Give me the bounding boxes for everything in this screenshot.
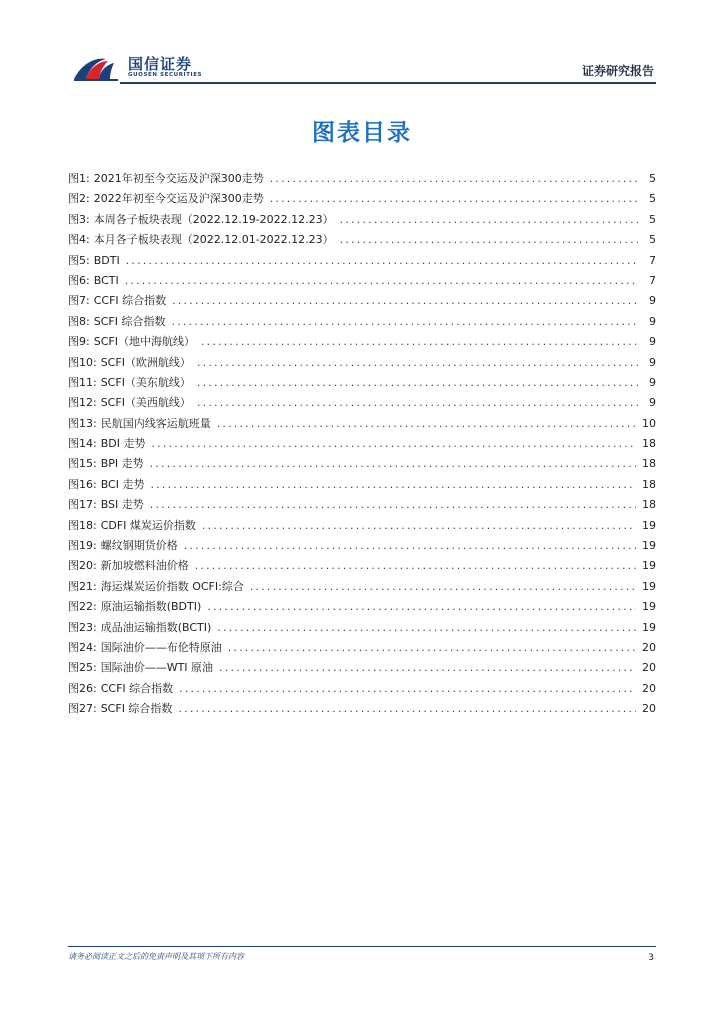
toc-figure-label: 图16: [68,477,97,491]
header-divider [120,82,656,84]
toc-leader-dots [150,478,636,491]
toc-entry[interactable] [68,700,656,720]
toc-figure-title: CCFI 综合指数 [100,681,174,695]
toc-figure-label: 图23: [68,620,97,634]
toc-figure-label: 图24: [68,640,97,654]
toc-page-number: 5 [649,172,656,185]
toc-figure-title: BDTI [93,253,120,267]
toc-figure-title: 国际油价——布伦特原油 [100,640,222,654]
toc-entry[interactable] [68,639,656,659]
toc-figure-label: 图25: [68,661,97,675]
toc-entry[interactable] [68,619,656,639]
toc-leader-dots [178,702,636,715]
toc-page-number: 5 [649,192,656,206]
toc-figure-title: 新加坡燃料油价格 [100,559,189,573]
toc-page-number: 18 [642,477,656,491]
toc-figure-title: 民航国内线客运航班量 [100,416,211,430]
toc-entry[interactable] [68,394,656,414]
toc-figure-title: 国际油价——WTI 原油 [100,661,214,675]
toc-entry[interactable] [68,496,656,516]
toc-page-number: 20 [642,702,656,716]
toc-leader-dots [201,335,638,348]
toc-figure-label: 图11: [68,375,97,389]
toc-leader-dots [126,254,638,267]
logo-chinese-name: 国信证券 [128,55,193,73]
toc-figure-title: CCFI 综合指数 [93,294,167,308]
toc-leader-dots [340,233,638,246]
toc-entry[interactable] [68,211,656,231]
toc-page-number: 18 [642,437,656,451]
toc-leader-dots [172,294,638,307]
toc-figure-title: 螺纹钢期货价格 [100,539,178,553]
toc-leader-dots [340,213,638,226]
toc-entry[interactable] [68,517,656,537]
toc-figure-title: SCFI 综合指数 [93,314,166,328]
toc-figure-label: 图9: [68,335,90,349]
toc-page-number: 9 [649,335,656,349]
toc-leader-dots [150,498,636,511]
toc-entry[interactable] [68,415,656,435]
toc-entry[interactable] [68,435,656,455]
toc-figure-label: 图15: [68,457,97,471]
toc-figure-title: CDFI 煤炭运价指数 [100,518,196,532]
toc-leader-dots [184,539,636,552]
toc-page-number: 5 [649,212,656,226]
toc-figure-label: 图8: [68,314,90,328]
toc-page-number: 18 [642,457,656,471]
toc-page-number: 20 [642,661,656,675]
toc-entry[interactable] [68,292,656,312]
toc-figure-label: 图10: [68,355,97,369]
toc-page-number: 18 [642,498,656,512]
toc-leader-dots [125,274,638,287]
toc-entry[interactable] [68,190,656,210]
logo-english-name: GUOSEN SECURITIES [128,72,203,78]
toc-figure-label: 图21: [68,579,97,593]
toc-leader-dots [270,172,638,185]
table-of-figures [68,170,656,721]
toc-figure-label: 图19: [68,539,97,553]
toc-leader-dots [197,356,638,369]
toc-page-number: 9 [649,314,656,328]
toc-entry[interactable] [68,598,656,618]
toc-entry[interactable] [68,252,656,272]
toc-figure-title: 本周各子板块表现（2022.12.19-2022.12.23） [93,212,334,226]
company-logo [72,51,202,83]
toc-figure-label: 图20: [68,559,97,573]
toc-leader-dots [195,559,636,572]
toc-figure-label: 图17: [68,498,97,512]
toc-entry[interactable] [68,680,656,700]
toc-leader-dots [150,457,636,470]
page-title: 图表目录 [312,120,412,146]
toc-entry[interactable] [68,333,656,353]
toc-figure-label: 图22: [68,600,97,614]
toc-leader-dots [207,600,636,613]
toc-figure-label: 图27: [68,702,97,716]
toc-entry[interactable] [68,170,656,190]
toc-figure-title: 成品油运输指数(BCTI) [100,620,212,634]
toc-figure-title: 2022年初至今交运及沪深300走势 [93,192,264,206]
toc-page-number: 5 [649,233,656,247]
toc-leader-dots [217,621,636,634]
toc-page-number: 7 [649,273,656,287]
toc-figure-label: 图2: [68,192,90,206]
toc-leader-dots [219,661,636,674]
toc-figure-label: 图7: [68,294,90,308]
toc-figure-label: 图13: [68,416,97,430]
toc-page-number: 20 [642,640,656,654]
toc-entry[interactable] [68,313,656,333]
toc-leader-dots [270,192,638,205]
toc-page-number: 19 [642,539,656,553]
toc-figure-label: 图18: [68,518,97,532]
toc-entry[interactable] [68,354,656,374]
toc-figure-label: 图6: [68,273,90,287]
toc-entry[interactable] [68,537,656,557]
toc-figure-label: 图3: [68,212,90,226]
toc-figure-title: SCFI（美东航线） [100,375,191,389]
toc-figure-title: BDI 走势 [100,437,146,451]
toc-figure-title: 海运煤炭运价指数 OCFI:综合 [100,579,244,593]
toc-entry[interactable] [68,374,656,394]
page-header [0,0,724,90]
toc-figure-label: 图14: [68,437,97,451]
toc-figure-title: 2021年初至今交运及沪深300走势 [93,172,264,185]
toc-leader-dots [179,682,636,695]
footer-divider [68,946,656,947]
toc-leader-dots [217,417,636,430]
toc-figure-label: 图5: [68,253,90,267]
toc-leader-dots [197,396,638,409]
toc-figure-label: 图4: [68,233,90,247]
toc-page-number: 19 [642,579,656,593]
toc-entry[interactable] [68,272,656,292]
toc-page-number: 19 [642,620,656,634]
toc-page-number: 9 [649,294,656,308]
toc-leader-dots [228,641,636,654]
toc-figure-title: BSI 走势 [100,498,144,512]
toc-leader-dots [250,580,636,593]
toc-page-number: 19 [642,518,656,532]
toc-figure-title: SCFI（地中海航线） [93,335,195,349]
guosen-logo-icon [72,53,124,83]
toc-entry[interactable] [68,557,656,577]
disclaimer-note: 请务必阅读正文之后的免责声明及其项下所有内容 [68,952,244,961]
toc-page-number: 10 [642,416,656,430]
toc-figure-title: SCFI 综合指数 [100,702,173,716]
toc-figure-title: SCFI（美西航线） [100,396,191,410]
toc-entry[interactable] [68,476,656,496]
toc-page-number: 20 [642,681,656,695]
toc-figure-label: 图1: [68,172,90,185]
toc-figure-title: 本月各子板块表现（2022.12.01-2022.12.23） [93,233,334,247]
toc-leader-dots [197,376,638,389]
toc-page-number: 9 [649,396,656,410]
page-number: 3 [648,953,654,963]
toc-figure-title: BCI 走势 [100,477,145,491]
toc-page-number: 19 [642,559,656,573]
toc-figure-title: 原油运输指数(BDTI) [100,600,202,614]
toc-figure-title: SCFI（欧洲航线） [100,355,191,369]
report-type-label: 证券研究报告 [581,64,654,78]
toc-page-number: 7 [649,253,656,267]
toc-figure-label: 图12: [68,396,97,410]
toc-leader-dots [171,315,638,328]
toc-entry[interactable] [68,659,656,679]
toc-page-number: 19 [642,600,656,614]
toc-figure-title: BCTI [93,273,119,287]
toc-leader-dots [202,519,636,532]
toc-figure-title: BPI 走势 [100,457,144,471]
toc-entry[interactable] [68,231,656,251]
toc-figure-label: 图26: [68,681,97,695]
toc-entry[interactable] [68,578,656,598]
toc-entry[interactable] [68,455,656,475]
toc-page-number: 9 [649,375,656,389]
toc-leader-dots [151,437,636,450]
toc-page-number: 9 [649,355,656,369]
